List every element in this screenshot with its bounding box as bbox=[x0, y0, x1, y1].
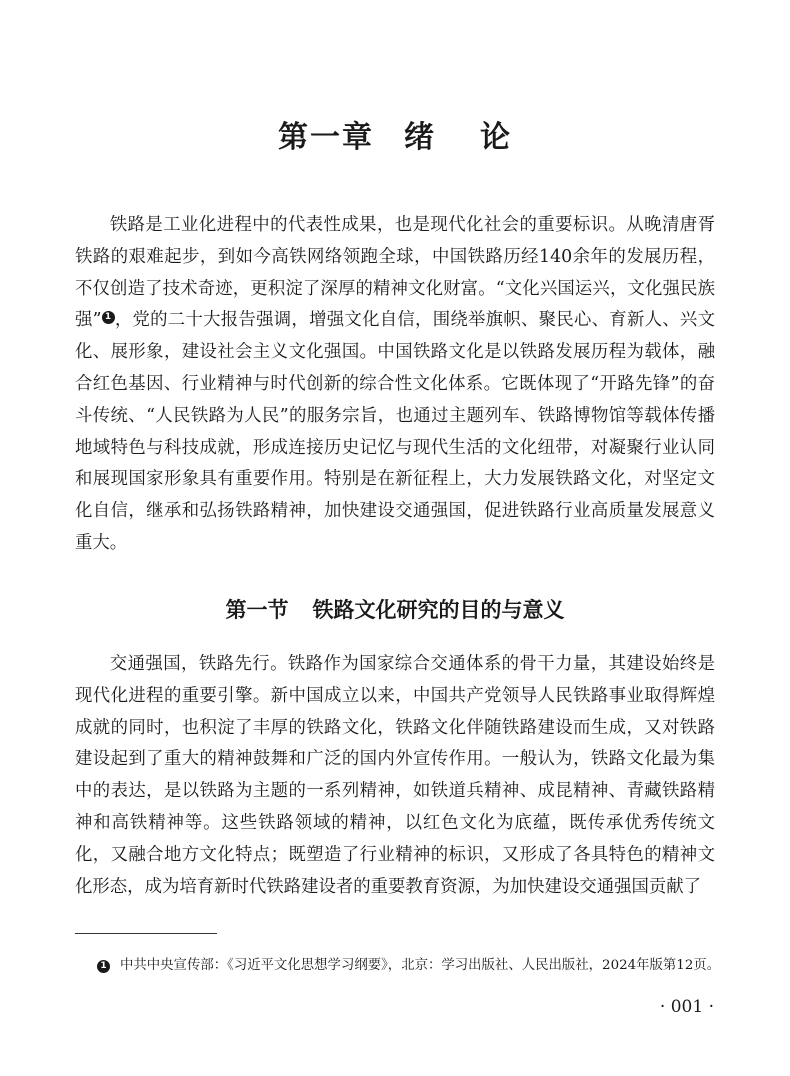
section-heading bbox=[0, 594, 790, 624]
section-number: 第一节 bbox=[225, 598, 289, 622]
page-number: · 001 · bbox=[659, 997, 714, 1017]
intro-paragraph bbox=[75, 210, 715, 560]
chapter-number: 第一章 bbox=[278, 120, 374, 155]
footnote-divider bbox=[75, 933, 217, 934]
intro-paragraph-text-a: 铁路是工业化进程中的代表性成果，也是现代化社会的重要标识。从晚清唐胥铁路的艰难起步，到如今高铁网络领跑全球，中国铁路历经140余年的发展历程，不仅创造了技术奇迹，更积淀了深厚的精神文化财富。“文化兴国运兴，文化强民族强” bbox=[75, 215, 715, 331]
section-paragraph: 交通强国，铁路先行。铁路作为国家综合交通体系的骨干力量，其建设始终是现代化进程的重要引擎。新中国成立以来，中国共产党领导人民铁路事业取得辉煌成就的同时，也积淀了丰厚的铁路文化，铁路文化伴随铁路建设而生成，又对铁路建设起到了重大的精神鼓舞和广泛的国内外宣传作用。一般认为，铁路文化最为集中的表达，是以铁路为主题的一系列精神，如铁道兵精神、成昆精神、青藏铁路精神和高铁精神等。这些铁路领域的精神，以红色文化为底蕴，既传承优秀传统文化，又融合地方文化特点；既塑造了行业精神的标识，又形成了各具特色的精神文化形态，成为培育新时代铁路建设者的重要教育资源，为加快建设交通强国贡献了 bbox=[75, 654, 715, 897]
footnote-marker: 1 bbox=[97, 960, 110, 973]
footnote-text: 中共中央宣传部：《习近平文化思想学习纲要》，北京：学习出版社、人民出版社，2024年版第12页。 bbox=[120, 958, 721, 973]
footnote-reference-marker[interactable]: 1 bbox=[102, 311, 115, 324]
section-title: 铁路文化研究的目的与意义 bbox=[312, 598, 565, 622]
chapter-title-char-2: 论 bbox=[480, 120, 512, 155]
chapter-title-char-1: 绪 bbox=[404, 120, 436, 155]
footnote bbox=[97, 956, 737, 976]
intro-paragraph-text-b: ，党的二十大报告强调，增强文化自信，围绕举旗帜、聚民心、育新人、兴文化、展形象，建设社会主义文化强国。中国铁路文化是以铁路发展历程为载体，融合红色基因、行业精神与时代创新的综合性文化体系。它既体现了“开路先锋”的奋斗传统、“人民铁路为人民”的服务宗旨，也通过主题列车、铁路博物馆等载体传播地域特色与科技成就，形成连接历史记忆与现代生活的文化纽带，对凝聚行业认同和展现国家形象具有重要作用。特别是在新征程上，大力发展铁路文化，对坚定文化自信，继承和弘扬铁路精神，加快建设交通强国，促进铁路行业高质量发展意义重大。 bbox=[75, 310, 715, 553]
chapter-title bbox=[0, 112, 790, 156]
